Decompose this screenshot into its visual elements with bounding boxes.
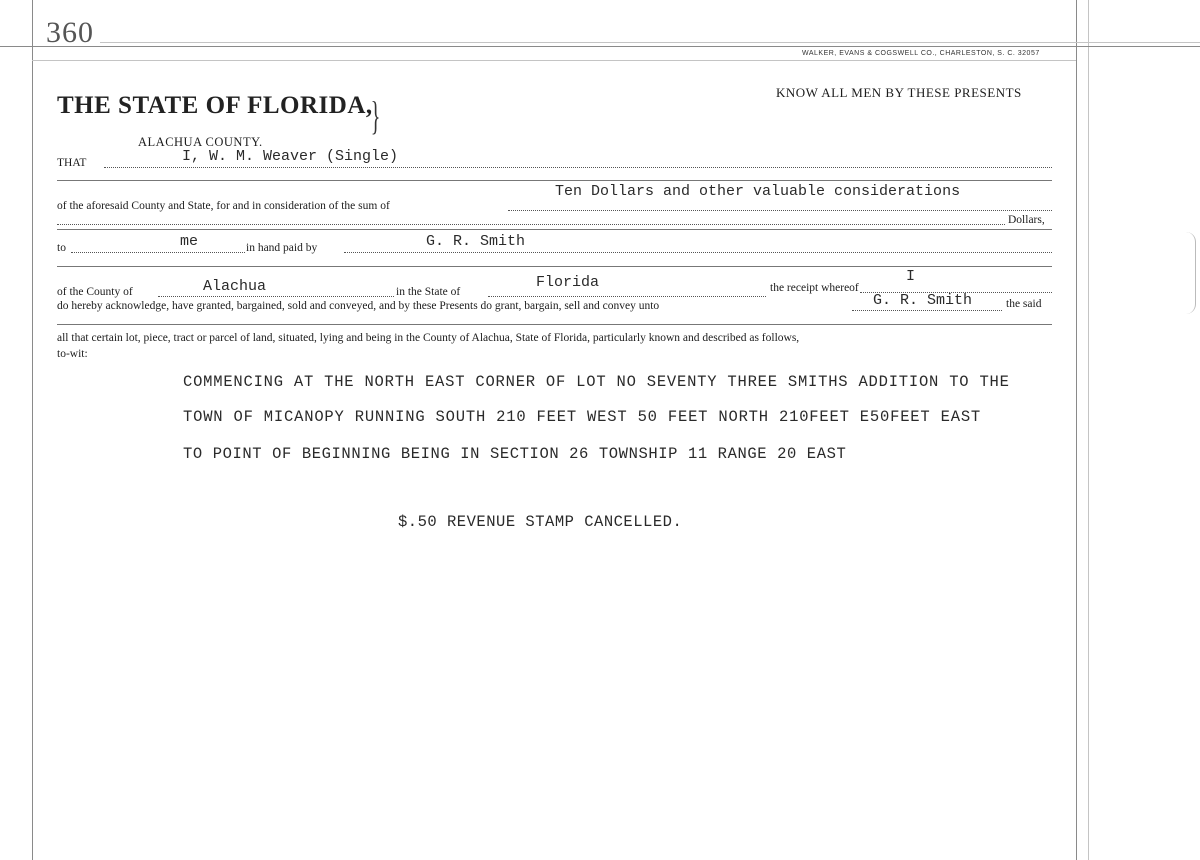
land-clause: all that certain lot, piece, tract or parcel of land, situated, lying and being in the County of Alachua, State of Florida, particularly known and described as follows,: [57, 332, 800, 344]
binding-hole: [1185, 232, 1196, 314]
page-number: 360: [46, 16, 94, 49]
description-line-3: TO POINT OF BEGINNING BEING IN SECTION 26 TOWNSHIP 11 RANGE 20 EAST: [183, 445, 847, 463]
consideration-amount: Ten Dollars and other valuable considerations: [555, 183, 961, 200]
right-margin-line-2: [1088, 0, 1089, 860]
consideration-line: [508, 210, 1052, 211]
row-rule-5: [57, 324, 1052, 325]
row-rule-1: [57, 180, 1052, 181]
state-of-label: in the State of: [396, 286, 461, 298]
row-rule-2: [57, 229, 1052, 230]
header-rule-lower: [32, 60, 1076, 61]
payee: me: [180, 233, 199, 250]
acknowledge-label: do hereby acknowledge, have granted, bargained, sold and conveyed, and by these Presents do grant, bargain, sell and convey unto: [57, 300, 660, 312]
left-margin-line: [32, 0, 33, 860]
that-label: THAT: [57, 157, 87, 169]
dollars-line: [57, 224, 1005, 225]
printer-imprint: WALKER, EVANS & COGSWELL CO., CHARLESTON, S. C. 32057: [802, 50, 1040, 57]
receipt-label: the receipt whereof: [770, 282, 859, 294]
payer-line: [344, 252, 1052, 253]
right-margin-line: [1076, 0, 1077, 860]
the-said-label: the said: [1006, 298, 1042, 310]
know-all-men-heading: KNOW ALL MEN BY THESE PRESENTS: [776, 85, 1022, 100]
state-value: Florida: [536, 274, 600, 291]
paid-by-label: in hand paid by: [246, 242, 318, 254]
dollars-label: Dollars,: [1008, 214, 1045, 226]
receipt-value: I: [906, 268, 916, 285]
county-label: ALACHUA COUNTY.: [138, 135, 263, 149]
to-wit-label: to-wit:: [57, 348, 88, 360]
revenue-stamp-note: $.50 REVENUE STAMP CANCELLED.: [398, 513, 683, 531]
payee-line: [71, 252, 245, 253]
consideration-label: of the aforesaid County and State, for and in consideration of the sum of: [57, 200, 390, 212]
county-of-label: of the County of: [57, 286, 133, 298]
grantee: G. R. Smith: [873, 292, 973, 309]
grantee-line: [852, 310, 1002, 311]
grantor-name: I, W. M. Weaver (Single): [182, 148, 399, 165]
header-rule-faint: [100, 42, 1200, 43]
to-label: to: [57, 242, 66, 254]
header-rule: [0, 46, 1200, 47]
row-rule-3: [57, 266, 1052, 267]
county-value: Alachua: [203, 278, 267, 295]
description-line-1: COMMENCING AT THE NORTH EAST CORNER OF LOT NO SEVENTY THREE SMITHS ADDITION TO THE: [183, 373, 1010, 391]
title-brace: }: [370, 93, 381, 138]
county-line: [158, 296, 394, 297]
state-line: [488, 296, 766, 297]
description-line-2: TOWN OF MICANOPY RUNNING SOUTH 210 FEET WEST 50 FEET NORTH 210FEET E50FEET EAST: [183, 408, 982, 426]
grantor-line: [104, 167, 1052, 168]
document-title: THE STATE OF FLORIDA,: [57, 92, 373, 119]
payer: G. R. Smith: [426, 233, 526, 250]
